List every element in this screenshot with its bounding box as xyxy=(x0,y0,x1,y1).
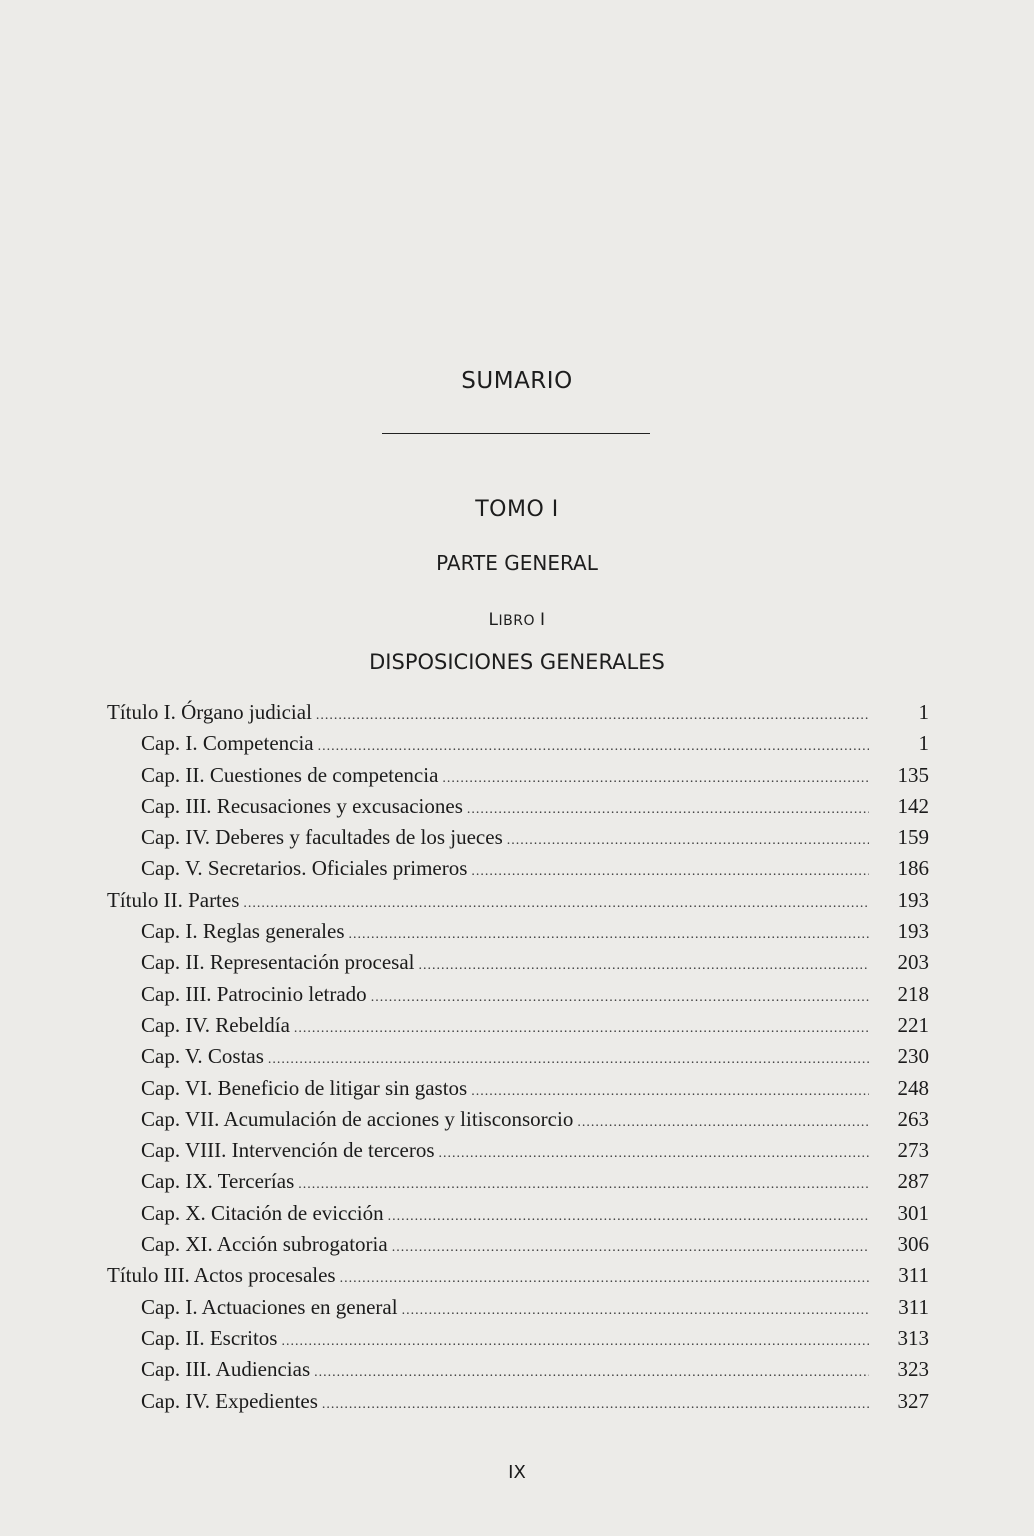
toc-entry-label: Cap. XI. Acción subrogatoria xyxy=(141,1232,388,1257)
toc-entry-page: 248 xyxy=(897,1075,929,1100)
toc-chapter-row xyxy=(107,1389,929,1420)
dot-leader xyxy=(316,708,869,724)
toc-entry-label: Cap. III. Patrocinio letrado xyxy=(141,981,367,1006)
toc-chapter-row xyxy=(107,825,929,856)
toc-title-row xyxy=(107,700,929,731)
toc-chapter-row xyxy=(107,1013,929,1044)
dot-leader xyxy=(340,1271,869,1287)
toc-chapter-row xyxy=(107,1357,929,1388)
toc-entry-page: 323 xyxy=(897,1357,929,1382)
toc-entry-page: 193 xyxy=(897,919,929,944)
dot-leader xyxy=(243,896,869,912)
toc-entry-label: Cap. III. Recusaciones y excusaciones xyxy=(141,793,463,818)
toc-entry-label: Cap. IV. Rebeldía xyxy=(141,1012,290,1037)
toc-chapter-row xyxy=(107,1076,929,1107)
toc-entry-page: 301 xyxy=(897,1200,929,1225)
toc-entry-page: 159 xyxy=(897,825,929,850)
toc-entry-label: Cap. II. Cuestiones de competencia xyxy=(141,762,439,787)
dot-leader xyxy=(349,927,869,943)
toc-entry-label: Cap. V. Costas xyxy=(141,1044,264,1069)
toc-chapter-row xyxy=(107,1232,929,1263)
toc-entry-page: 1 xyxy=(918,700,929,724)
toc-entry-page: 311 xyxy=(898,1263,929,1288)
dot-leader xyxy=(281,1334,869,1350)
toc-entry-page: 313 xyxy=(897,1325,929,1350)
title-rule xyxy=(382,433,650,434)
toc-chapter-row xyxy=(107,919,929,950)
dot-leader xyxy=(467,802,869,818)
toc-chapter-row xyxy=(107,1326,929,1357)
dot-leader xyxy=(471,864,869,880)
toc-entry-label: Cap. VIII. Intervención de terceros xyxy=(141,1138,435,1163)
toc-chapter-row xyxy=(107,1138,929,1169)
toc-entry-page: 135 xyxy=(897,762,929,787)
toc-title-row xyxy=(107,1263,929,1294)
book-heading xyxy=(0,610,1034,630)
book-heading-initial: L xyxy=(488,610,499,630)
toc-entry-label: Cap. IX. Tercerías xyxy=(141,1169,295,1194)
dot-leader xyxy=(322,1397,869,1413)
toc-entry-label: Cap. III. Audiencias xyxy=(141,1357,311,1382)
toc-entry-label: Cap. I. Actuaciones en general xyxy=(141,1294,398,1319)
toc-entry-page: 142 xyxy=(897,793,929,818)
toc-entry-page: 306 xyxy=(897,1232,929,1257)
book-heading-rest: IBRO xyxy=(498,613,535,629)
toc-entry-page: 273 xyxy=(897,1138,929,1163)
toc-entry-page: 186 xyxy=(897,856,929,881)
table-of-contents xyxy=(107,700,929,1420)
toc-entry-label: Cap. I. Reglas generales xyxy=(141,919,345,944)
toc-entry-label: Título II. Partes xyxy=(107,887,240,912)
toc-entry-label: Cap. IV. Expedientes xyxy=(141,1388,318,1413)
toc-entry-label: Cap. II. Representación procesal xyxy=(141,950,415,975)
toc-chapter-row xyxy=(107,856,929,887)
toc-entry-label: Título III. Actos procesales xyxy=(107,1263,336,1288)
toc-entry-page: 203 xyxy=(897,950,929,975)
toc-entry-label: Cap. V. Secretarios. Oficiales primeros xyxy=(141,856,468,881)
toc-entry-label: Cap. IV. Deberes y facultades de los jueces xyxy=(141,825,503,850)
toc-entry-label: Cap. II. Escritos xyxy=(141,1325,278,1350)
page-number: IX xyxy=(508,1462,526,1483)
toc-entry-page: 287 xyxy=(897,1169,929,1194)
dot-leader xyxy=(318,739,869,755)
dot-leader xyxy=(314,1365,869,1381)
dot-leader xyxy=(371,990,869,1006)
dot-leader xyxy=(402,1303,869,1319)
toc-chapter-row xyxy=(107,763,929,794)
dot-leader xyxy=(294,1021,869,1037)
toc-entry-label: Cap. VI. Beneficio de litigar sin gastos xyxy=(141,1075,468,1100)
toc-chapter-row xyxy=(107,950,929,981)
toc-entry-page: 327 xyxy=(897,1388,929,1413)
dot-leader xyxy=(471,1084,869,1100)
dot-leader xyxy=(507,833,869,849)
dot-leader xyxy=(439,1146,870,1162)
section-heading: DISPOSICIONES GENERALES xyxy=(369,650,665,674)
toc-entry-label: Cap. I. Competencia xyxy=(141,731,314,756)
toc-entry-page: 193 xyxy=(897,887,929,912)
dot-leader xyxy=(418,958,869,974)
toc-chapter-row xyxy=(107,1201,929,1232)
volume-heading: TOMO I xyxy=(475,497,559,522)
toc-entry-page: 221 xyxy=(897,1012,929,1037)
dot-leader xyxy=(577,1115,869,1131)
toc-entry-page: 311 xyxy=(898,1294,929,1319)
page-title: SUMARIO xyxy=(461,368,573,394)
toc-chapter-row xyxy=(107,1169,929,1200)
toc-entry-label: Cap. X. Citación de evicción xyxy=(141,1200,384,1225)
toc-entry-page: 1 xyxy=(918,731,929,756)
toc-chapter-row xyxy=(107,1107,929,1138)
toc-entry-page: 218 xyxy=(897,981,929,1006)
book-heading-number: I xyxy=(539,610,546,630)
toc-chapter-row xyxy=(107,731,929,762)
dot-leader xyxy=(298,1177,869,1193)
dot-leader xyxy=(268,1052,869,1068)
toc-chapter-row xyxy=(107,982,929,1013)
toc-entry-label: Cap. VII. Acumulación de acciones y litisconsorcio xyxy=(141,1106,574,1131)
dot-leader xyxy=(392,1240,869,1256)
toc-entry-page: 230 xyxy=(897,1044,929,1069)
toc-entry-page: 263 xyxy=(897,1106,929,1131)
toc-entry-label: Título I. Órgano judicial xyxy=(107,700,312,724)
dot-leader xyxy=(388,1209,869,1225)
toc-chapter-row xyxy=(107,1295,929,1326)
toc-title-row xyxy=(107,888,929,919)
part-heading: PARTE GENERAL xyxy=(436,551,598,575)
toc-chapter-row xyxy=(107,1044,929,1075)
toc-chapter-row xyxy=(107,794,929,825)
dot-leader xyxy=(442,771,869,787)
